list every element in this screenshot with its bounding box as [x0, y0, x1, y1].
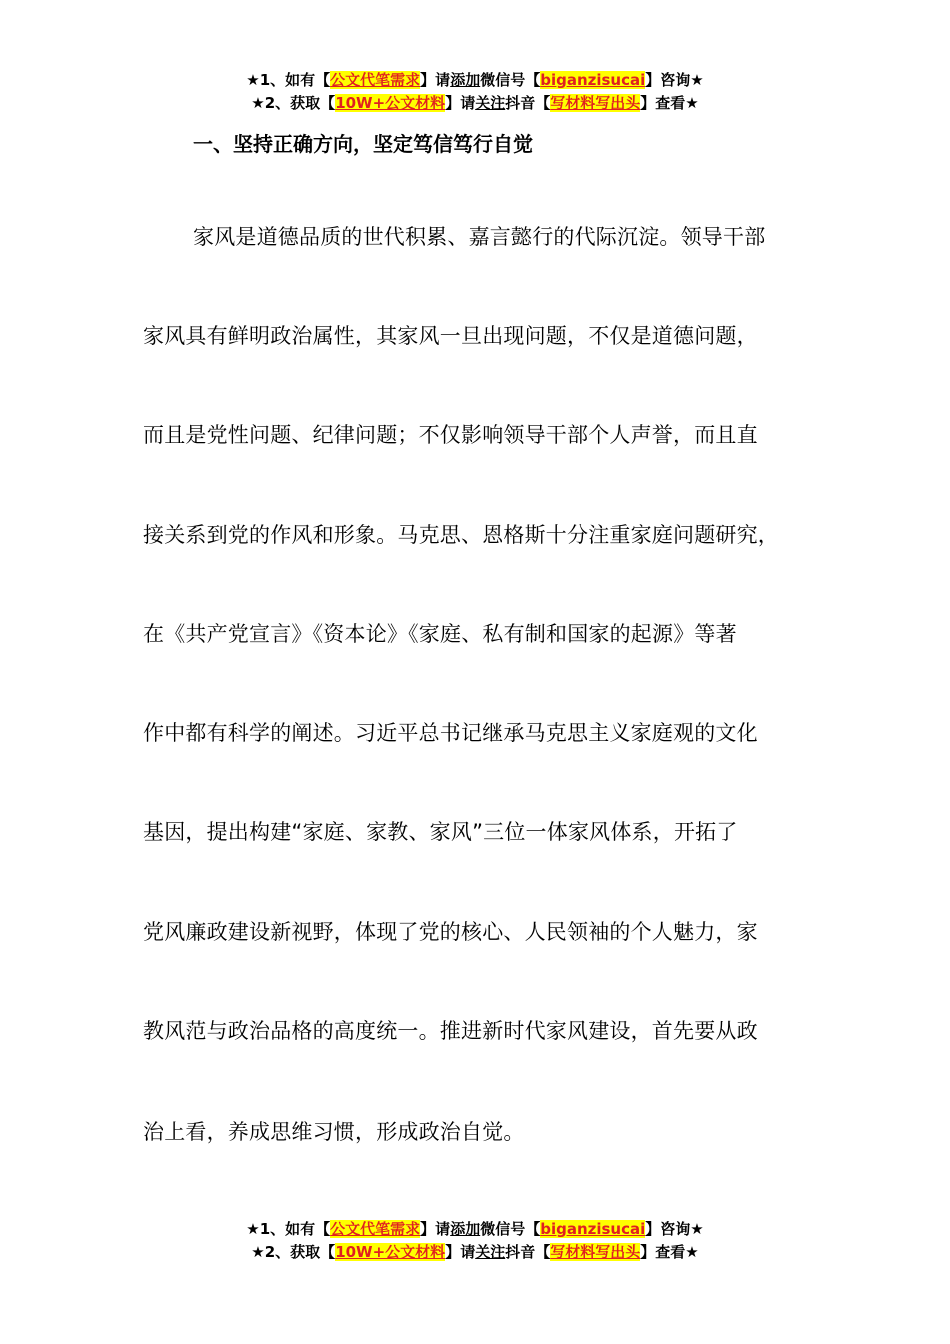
paragraph-line: 教风范与政治品格的高度统一。推进新时代家风建设，首先要从政 — [143, 1019, 758, 1043]
douyin-account-highlight: 写材料写出头 — [550, 1243, 641, 1261]
paragraph-line: 家风具有鲜明政治属性，其家风一旦出现问题，不仅是道德问题， — [143, 324, 758, 348]
bottom-promo-banner — [0, 1218, 950, 1264]
materials-highlight: 10W+公文材料 — [335, 94, 446, 112]
promo-line-2: ★2、获取【10W+公文材料】请关注抖音【写材料写出头】查看★ — [251, 1243, 699, 1261]
paragraph-line: 而且是党性问题、纪律问题；不仅影响领导干部个人声誉，而且直 — [143, 423, 758, 447]
section-heading: 一、坚持正确方向，坚定笃信笃行自觉 — [193, 132, 533, 156]
paragraph-line: 基因，提出构建“家庭、家教、家风”三位一体家风体系，开拓了 — [143, 820, 738, 844]
paragraph-line: 接关系到党的作风和形象。马克思、恩格斯十分注重家庭问题研究， — [143, 523, 779, 547]
materials-highlight: 10W+公文材料 — [335, 1243, 446, 1261]
promo-line-2: ★2、获取【10W+公文材料】请关注抖音【写材料写出头】查看★ — [251, 94, 699, 112]
ghostwriting-highlight: 公文代笔需求 — [330, 71, 421, 89]
paragraph-line: 作中都有科学的阐述。习近平总书记继承马克思主义家庭观的文化 — [143, 721, 758, 745]
paragraph-line: 在《共产党宣言》《资本论》《家庭、私有制和国家的起源》等著 — [143, 622, 737, 646]
douyin-account-highlight: 写材料写出头 — [550, 94, 641, 112]
wechat-id-highlight: biganzisucai — [540, 71, 646, 89]
promo-line-1: ★1、如有【公文代笔需求】请添加微信号【biganzisucai】咨询★ — [246, 1220, 704, 1238]
wechat-id-highlight: biganzisucai — [540, 1220, 646, 1238]
paragraph-line: 党风廉政建设新视野，体现了党的核心、人民领袖的个人魅力，家 — [143, 920, 758, 944]
promo-line-1: ★1、如有【公文代笔需求】请添加微信号【biganzisucai】咨询★ — [246, 71, 704, 89]
ghostwriting-highlight: 公文代笔需求 — [330, 1220, 421, 1238]
paragraph-line: 家风是道德品质的世代积累、嘉言懿行的代际沉淀。领导干部 — [193, 225, 766, 249]
paragraph-line: 治上看，养成思维习惯，形成政治自觉。 — [143, 1120, 525, 1144]
